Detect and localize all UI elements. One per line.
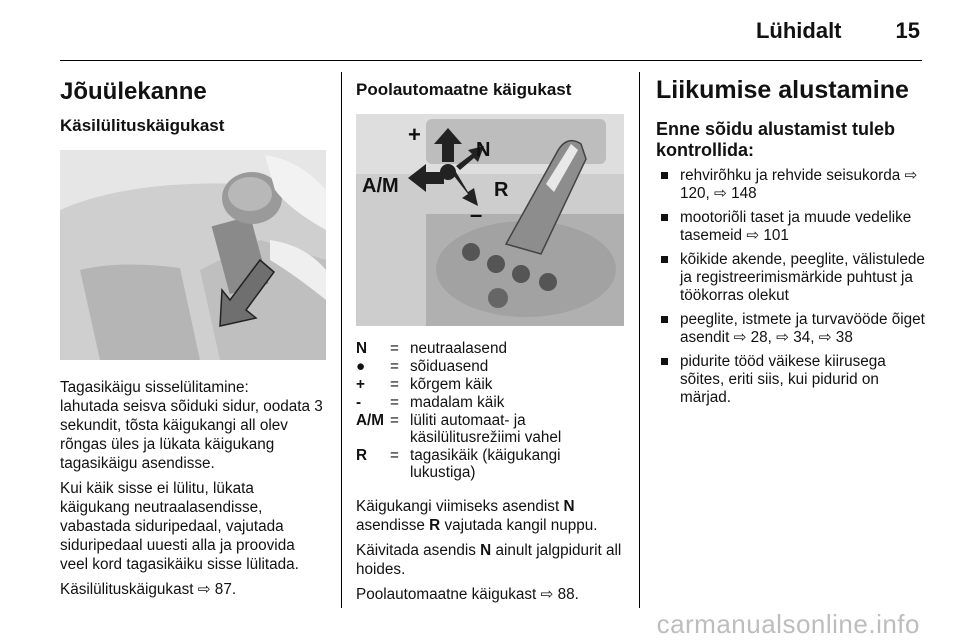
list-item: pidurite tööd väikese kiirusega sõites, eriti siis, kui pidurid on märjad. xyxy=(656,353,926,407)
legend-row: N = neutraalasend xyxy=(356,340,507,357)
list-item: mootoriõli taset ja muude vedelike tasemeid ⇨ 101 xyxy=(656,209,926,245)
page-header xyxy=(756,18,920,44)
section-heading: Jõuülekanne xyxy=(60,78,207,105)
manual-gearbox-reference: Käsilülituskäigukast ⇨ 87. xyxy=(60,581,237,598)
checklist-heading: Enne sõidu alustamist tuleb kontrollida: xyxy=(656,119,896,160)
r-label: R xyxy=(494,179,509,201)
header-rule xyxy=(60,60,922,61)
reverse-gear-paragraph: Tagasikäigu sisselülitamine: lahutada seisva sõiduki sidur, oodata 3 sekundit, tõsta käigukangi all olev rõngas üles ja lükata käigukang tagasikäigu asendisse. xyxy=(60,379,323,472)
list-item: rehvirõhku ja rehvide seisukorda ⇨ 120, ⇨ 148 xyxy=(656,167,926,203)
am-label: A/M xyxy=(362,175,399,197)
page-number: 15 xyxy=(895,18,920,43)
semi-automatic-reference: Poolautomaatne käigukast ⇨ 88. xyxy=(356,586,579,603)
column-manual-gearbox xyxy=(60,72,326,605)
legend-row: - = madalam käik xyxy=(356,394,505,411)
start-in-n-paragraph: Käivitada asendis N ainult jalgpidurit all hoides. xyxy=(356,542,622,578)
n-label: N xyxy=(476,139,491,161)
manual-gearbox-heading: Käsilülituskäigukast xyxy=(60,116,225,135)
list-item: peeglite, istmete ja turvavööde õiget asendit ⇨ 28, ⇨ 34, ⇨ 38 xyxy=(656,311,926,347)
column-semi-automatic xyxy=(356,72,624,610)
section-title: Lühidalt xyxy=(755,18,842,43)
legend-row: + = kõrgem käik xyxy=(356,376,493,393)
shift-n-to-r-paragraph: Käigukangi viimiseks asendist N asendisse R vajutada kangil nuppu. xyxy=(356,498,598,534)
gear-lever-image xyxy=(60,150,326,360)
column-starting-off xyxy=(656,72,926,413)
legend-row: A/M = lüliti automaat- ja käsilülitusrežiimi vahel xyxy=(356,412,562,446)
checklist xyxy=(656,167,926,407)
starting-off-heading: Liikumise alustamine xyxy=(656,76,909,104)
column-divider xyxy=(341,72,342,608)
semi-automatic-heading: Poolautomaatne käigukast xyxy=(356,80,572,99)
gear-legend xyxy=(356,340,624,481)
list-item: kõikide akende, peeglite, välistulede ja registreerimismärkide puhtust ja töökorras olekut xyxy=(656,251,926,305)
minus-label: – xyxy=(470,202,483,227)
legend-row: ● = sõiduasend xyxy=(356,358,489,375)
gear-lever-illustration xyxy=(60,150,326,360)
column-divider xyxy=(639,72,640,608)
shift-lever-illustration xyxy=(356,114,624,326)
gear-not-engaging-paragraph: Kui käik sisse ei lülitu, lükata käigukang neutraalasendisse, vabastada siduripedaal, vajutada siduripedaal uuesti alla ja proovida veel kord tagasikäiku sisse lülitada. xyxy=(60,480,299,573)
watermark: carmanualsonline.info xyxy=(656,609,920,639)
legend-row: R = tagasikäik (käigukangi lukustiga) xyxy=(356,447,561,481)
shift-lever-image xyxy=(356,114,624,326)
plus-label: + xyxy=(408,122,421,147)
